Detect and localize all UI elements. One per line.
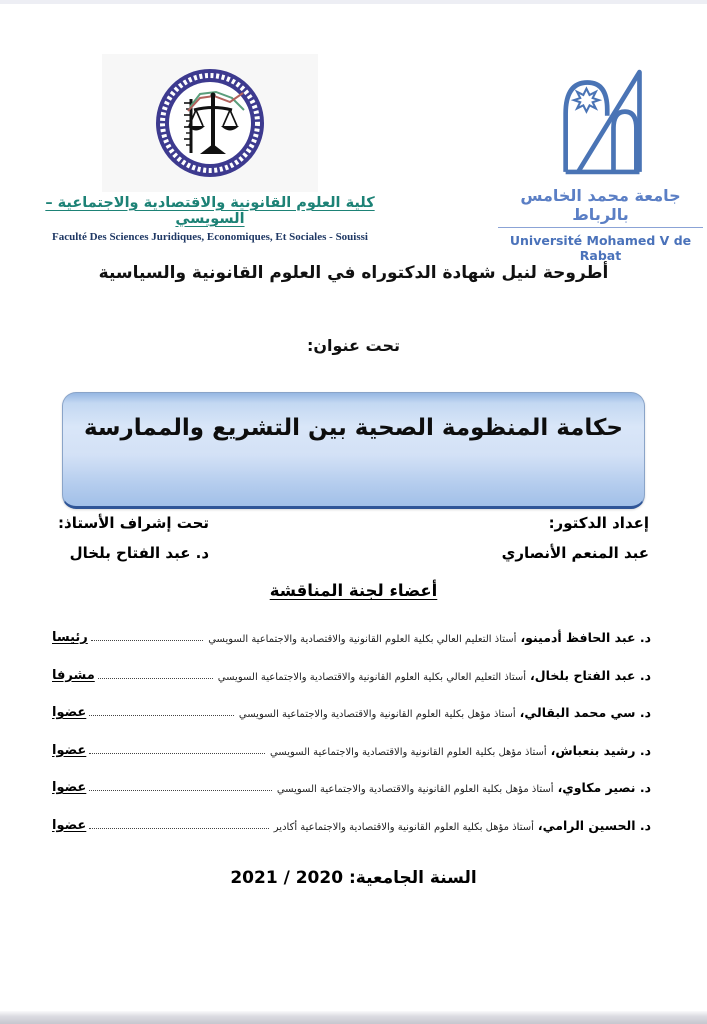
university-name-french: Université Mohamed V de Rabat (509, 233, 692, 263)
member-name: د. رشيد بنعباش، (550, 742, 651, 758)
member-description: أستاذ مؤهل بكلية العلوم القانونية والاقتصادية والاجتماعية السويسي (276, 784, 554, 795)
supervision-column (58, 514, 209, 562)
member-description: أستاذ مؤهل بكلية العلوم القانونية والاقتصادية والاجتماعية السويسي (238, 709, 516, 720)
dotted-leader (89, 790, 272, 791)
thesis-degree-statement: أطروحة لنيل شهادة الدكتوراه في العلوم القانونية والسياسية (98, 263, 609, 283)
faculty-header (38, 54, 382, 243)
university-logo-box (498, 58, 703, 186)
dotted-leader (98, 678, 213, 679)
member-name: د. عبد الحافظ أدمينو، (520, 630, 651, 645)
supervision-label: تحت إشراف الأستاذ: (58, 514, 210, 532)
committee-member-row (52, 771, 651, 795)
member-description: أستاذ مؤهل بكلية العلوم القانونية والاقتصادية والاجتماعية أكادير (273, 821, 534, 833)
dotted-leader (89, 828, 268, 829)
member-role: عضوا (52, 817, 87, 833)
university-header (498, 58, 703, 263)
faculty-name-arabic: كلية العلوم القانونية والاقتصادية والاجتماعية – السويسي (45, 195, 375, 227)
under-title-label: تحت عنوان: (306, 336, 401, 355)
member-name: د. الحسين الرامي، (537, 817, 651, 833)
committee-member-row (52, 659, 651, 683)
scan-edge-top (0, 0, 707, 4)
supervisor-name: د. عبد الفتاح بلخال (69, 544, 210, 562)
member-role: عضوا (52, 742, 87, 758)
committee-member-row (52, 696, 651, 720)
thesis-title: حكامة المنظومة الصحية بين التشريع والممارسة (83, 415, 624, 441)
prepared-by-column (502, 514, 649, 562)
dotted-leader (89, 715, 234, 716)
prepared-by-label: إعداد الدكتور: (548, 514, 649, 532)
committee-member-row (52, 621, 651, 645)
university-name-arabic: جامعة محمد الخامس بالرباط (498, 186, 703, 228)
member-description: أستاذ التعليم العالي بكلية العلوم القانونية والاقتصادية والاجتماعية السويسي (217, 671, 527, 683)
author-name: عبد المنعم الأنصاري (501, 544, 649, 562)
committee-list (52, 621, 651, 846)
committee-heading: أعضاء لجنة المناقشة (269, 581, 438, 600)
member-name: د. نصير مكاوي، (557, 780, 651, 795)
preparation-section (58, 514, 649, 562)
member-name: د. سي محمد البقالي، (519, 705, 651, 720)
member-role: عضوا (52, 705, 87, 720)
faculty-logo-box (102, 54, 318, 192)
member-name: د. عبد الفتاح بلخال، (530, 667, 651, 683)
member-role: مشرفا (52, 667, 95, 683)
faculty-scales-emblem-icon (150, 63, 270, 183)
scan-edge-bottom (0, 1011, 707, 1024)
member-description: أستاذ التعليم العالي بكلية العلوم القانونية والاقتصادية والاجتماعية السويسي (208, 634, 517, 645)
member-role: عضوا (52, 780, 87, 795)
committee-member-row (52, 734, 651, 758)
dotted-leader (89, 753, 265, 754)
university-arch-logo-icon (549, 63, 653, 181)
dotted-leader (91, 640, 203, 641)
member-description: أستاذ مؤهل بكلية العلوم القانونية والاقتصادية والاجتماعية السويسي (269, 746, 547, 758)
member-role: رئيسا (52, 630, 88, 645)
academic-year: السنة الجامعية: 2020 / 2021 (230, 868, 477, 888)
committee-member-row (52, 809, 651, 833)
faculty-name-french: Faculté Des Sciences Juridiques, Economiques, Et Sociales - Souissi (52, 231, 368, 243)
thesis-title-box (62, 392, 645, 509)
